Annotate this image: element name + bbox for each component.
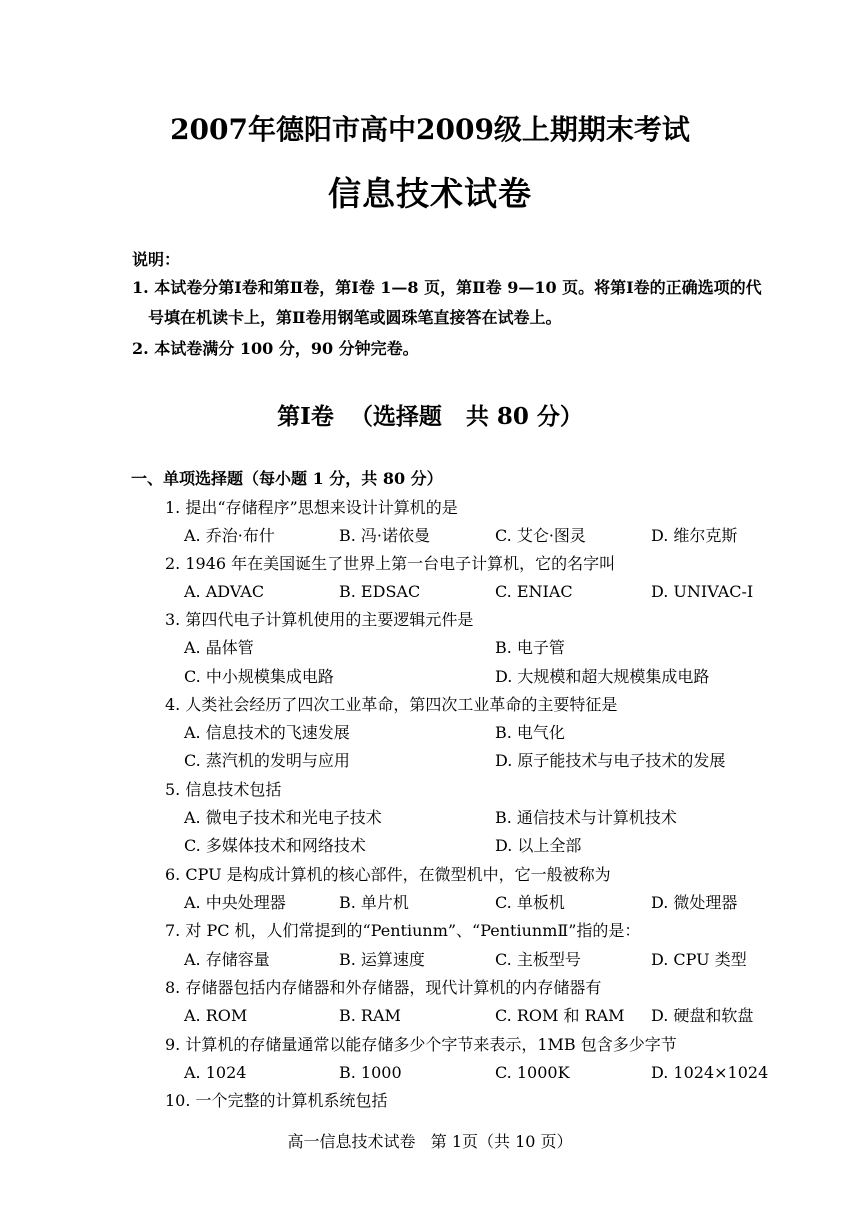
question-2-option-a: A. ADVAC: [184, 582, 265, 601]
part-heading: 一、单项选择题（每小题 1 分，共 80 分）: [131, 469, 443, 488]
question-1-option-b: B. 冯·诺依曼: [339, 526, 431, 545]
question-6-option-d: D. 微处理器: [651, 893, 738, 912]
question-2-option-c: C. ENIAC: [495, 582, 573, 601]
exam-subtitle: 信息技术试卷: [328, 174, 532, 213]
question-1-option-a: A. 乔治·布什: [184, 526, 275, 545]
question-1-option-d: D. 维尔克斯: [651, 526, 738, 545]
question-3-option-d: D. 大规模和超大规模集成电路: [495, 667, 710, 686]
exam-title: 2007年德阳市高中2009级上期期末考试: [170, 113, 690, 146]
page-footer: 高一信息技术试卷 第 1页（共 10 页）: [287, 1132, 573, 1151]
question-4-option-d: D. 原子能技术与电子技术的发展: [495, 751, 726, 770]
question-8-option-b: B. RAM: [339, 1006, 401, 1025]
question-3-option-c: C. 中小规模集成电路: [184, 667, 334, 686]
question-5-option-c: C. 多媒体技术和网络技术: [184, 836, 366, 855]
section-title: 第Ⅰ卷 （选择题 共 80 分）: [277, 403, 583, 430]
instructions-heading: 说明：: [132, 250, 181, 269]
question-1-stem: 1. 提出“存储程序”思想来设计计算机的是: [165, 498, 458, 517]
question-6-option-c: C. 单板机: [495, 893, 565, 912]
question-3-option-b: B. 电子管: [495, 638, 565, 657]
question-7-option-a: A. 存储容量: [184, 950, 270, 969]
question-8-option-a: A. ROM: [184, 1006, 248, 1025]
question-3-stem: 3. 第四代电子计算机使用的主要逻辑元件是: [165, 610, 474, 629]
question-7-option-b: B. 运算速度: [339, 950, 425, 969]
question-8-stem: 8. 存储器包括内存储器和外存储器，现代计算机的内存储器有: [165, 978, 602, 997]
question-6-option-a: A. 中央处理器: [184, 893, 286, 912]
question-2-stem: 2. 1946 年在美国诞生了世界上第一台电子计算机，它的名字叫: [165, 554, 616, 573]
question-6-option-b: B. 单片机: [339, 893, 409, 912]
question-5-option-d: D. 以上全部: [495, 836, 582, 855]
question-7-option-c: C. 主板型号: [495, 950, 581, 969]
instruction-1-line-1: 1. 本试卷分第Ⅰ卷和第Ⅱ卷，第Ⅰ卷 1—8 页，第Ⅱ卷 9—10 页。将第Ⅰ卷的正确选项的代: [132, 278, 762, 297]
question-5-stem: 5. 信息技术包括: [165, 780, 282, 799]
question-2-option-d: D. UNIVAC-I: [651, 582, 754, 601]
question-5-option-a: A. 微电子技术和光电子技术: [184, 808, 382, 827]
question-9-option-d: D. 1024×1024: [651, 1063, 769, 1082]
question-8-option-d: D. 硬盘和软盘: [651, 1006, 754, 1025]
question-1-option-c: C. 艾仑·图灵: [495, 526, 586, 545]
question-4-option-a: A. 信息技术的飞速发展: [184, 723, 350, 742]
question-9-stem: 9. 计算机的存储量通常以能存储多少个字节来表示，1MB 包含多少字节: [165, 1035, 677, 1054]
question-3-option-a: A. 晶体管: [184, 638, 254, 657]
question-9-option-c: C. 1000K: [495, 1063, 570, 1082]
question-7-option-d: D. CPU 类型: [651, 950, 747, 969]
question-9-option-b: B. 1000: [339, 1063, 402, 1082]
question-9-option-a: A. 1024: [184, 1063, 247, 1082]
question-8-option-c: C. ROM 和 RAM: [495, 1006, 625, 1025]
instruction-2: 2. 本试卷满分 100 分，90 分钟完卷。: [132, 339, 419, 358]
instruction-1-line-2: 号填在机读卡上，第Ⅱ卷用钢笔或圆珠笔直接答在试卷上。: [148, 308, 562, 327]
question-10-stem: 10. 一个完整的计算机系统包括: [165, 1091, 388, 1110]
question-4-stem: 4. 人类社会经历了四次工业革命，第四次工业革命的主要特征是: [165, 695, 618, 714]
question-7-stem: 7. 对 PC 机，人们常提到的“Pentiunm”、“PentiunmⅡ”指的是：: [165, 921, 641, 940]
question-2-option-b: B. EDSAC: [339, 582, 421, 601]
question-4-option-c: C. 蒸汽机的发明与应用: [184, 751, 350, 770]
question-5-option-b: B. 通信技术与计算机技术: [495, 808, 677, 827]
question-4-option-b: B. 电气化: [495, 723, 565, 742]
question-6-stem: 6. CPU 是构成计算机的核心部件，在微型机中，它一般被称为: [165, 865, 611, 884]
